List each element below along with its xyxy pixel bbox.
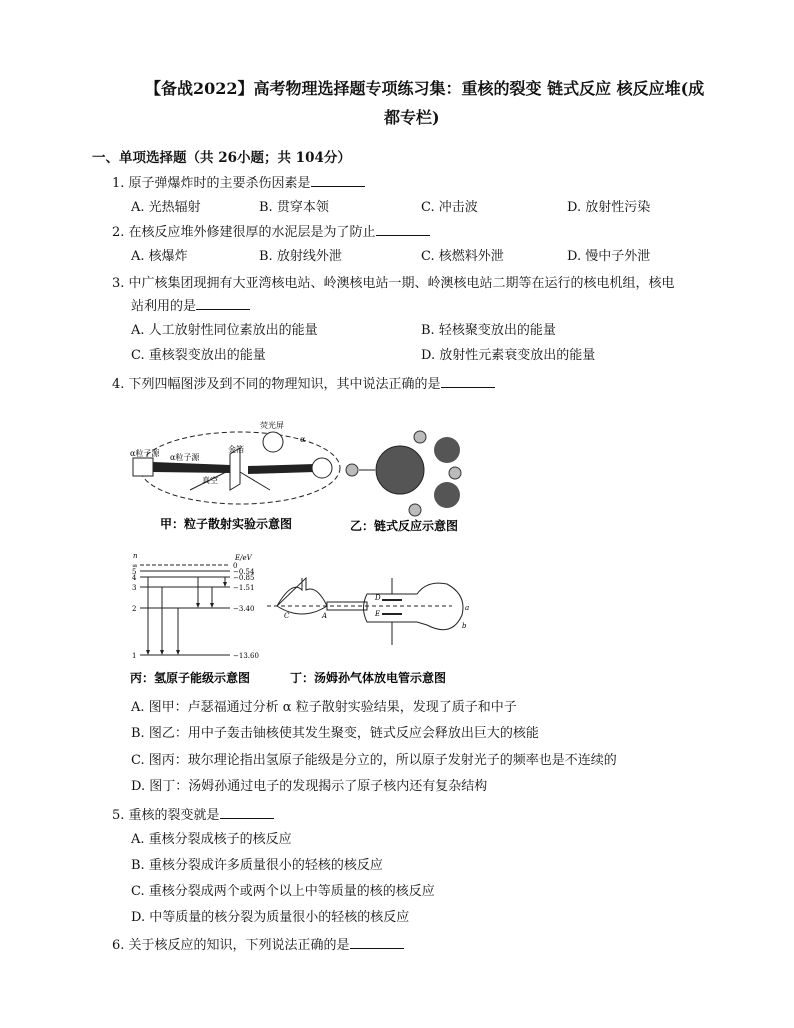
alpha-label: α xyxy=(300,435,306,444)
arrowhead xyxy=(160,650,164,655)
alpha-source-label: α粒子源 xyxy=(130,449,160,458)
option-c: C. 图丙：玻尔理论指出氢原子能级是分立的，所以原子发射光子的频率也是不连续的 xyxy=(131,753,617,768)
figure-chain-reaction xyxy=(345,425,475,535)
level-n: 2 xyxy=(132,605,137,613)
option-d: D. 中等质量的核分裂为质量很小的轻核的核反应 xyxy=(131,910,410,925)
n-axis-label: n xyxy=(133,552,138,560)
option-d: D. 放射性元素衰变放出的能量 xyxy=(421,348,596,363)
option-a: A. 核爆炸 xyxy=(131,249,188,264)
alpha-beam-label: α粒子源 xyxy=(170,453,200,462)
answer-blank xyxy=(196,297,250,310)
question-1 xyxy=(112,172,365,191)
level-energy: −3.40 xyxy=(233,605,255,613)
label-c: C xyxy=(284,612,290,620)
question-stem: 2. 在核反应堆外修建很厚的水泥层是为了防止 xyxy=(112,225,376,240)
option-b: B. 贯穿本领 xyxy=(259,200,329,215)
level-n: 3 xyxy=(132,584,137,592)
label-e: E xyxy=(375,610,381,618)
option-a: A. 光热辐射 xyxy=(131,200,201,215)
arrowhead xyxy=(210,603,214,608)
level-energy: −1.51 xyxy=(233,584,255,592)
question-stem: 6. 关于核反应的知识，下列说法正确的是 xyxy=(112,938,350,953)
option-b: B. 轻核聚变放出的能量 xyxy=(421,323,556,338)
answer-blank xyxy=(441,375,495,388)
option-c: C. 重核分裂成两个或两个以上中等质量的核的核反应 xyxy=(131,884,435,899)
question-2 xyxy=(112,221,430,240)
answer-blank xyxy=(220,806,274,819)
option-b: B. 放射线外泄 xyxy=(259,249,342,264)
screen-label: 荧光屏 xyxy=(260,421,284,430)
label-b: b xyxy=(462,622,467,630)
question-5 xyxy=(112,804,274,823)
doc-title-line1: 【备战2022】高考物理选择题专项练习集：重核的裂变 链式反应 核反应堆(成 xyxy=(145,79,705,98)
option-d: D. 放射性污染 xyxy=(567,200,651,215)
option-d: D. 慢中子外泄 xyxy=(567,249,651,264)
level-n: 4 xyxy=(132,574,137,582)
option-a: A. 重核分裂成核子的核反应 xyxy=(131,832,292,847)
figure-caption: 乙：链式反应示意图 xyxy=(350,519,459,533)
label-d: D xyxy=(375,594,381,602)
vacuum-label: 真空 xyxy=(202,476,218,485)
option-a: A. 人工放射性同位素放出的能量 xyxy=(131,323,318,338)
question-stem: 4. 下列四幅图涉及到不同的物理知识，其中说法正确的是 xyxy=(112,377,441,392)
question-3-cont xyxy=(131,295,250,314)
figure-caption: 甲：粒子散射实验示意图 xyxy=(160,517,293,531)
option-c: C. 核燃料外泄 xyxy=(421,249,504,264)
option-c: C. 重核裂变放出的能量 xyxy=(131,348,266,363)
arrowhead xyxy=(146,650,150,655)
arrowhead xyxy=(223,582,227,587)
arrowhead xyxy=(176,650,180,655)
figure-caption: 丙：氢原子能级示意图 xyxy=(130,671,251,685)
level-n: ∞ xyxy=(132,562,138,570)
question-6 xyxy=(112,934,404,953)
level-energy: −13.60 xyxy=(233,652,259,660)
arrowhead xyxy=(196,603,200,608)
figure-energy-levels xyxy=(130,550,270,688)
foil-label: 金箔 xyxy=(228,445,244,454)
figure-alpha-scattering xyxy=(130,420,345,535)
answer-blank xyxy=(350,936,404,949)
figure-caption: 丁：汤姆孙气体放电管示意图 xyxy=(290,671,447,685)
level-n: 5 xyxy=(132,568,137,576)
option-c: C. 冲击波 xyxy=(421,200,478,215)
question-3: 3. 中广核集团现拥有大亚湾核电站、岭澳核电站一期、岭澳核电站二期等在运行的核电机组，核电 xyxy=(112,276,675,291)
level-energy: −0.54 xyxy=(233,568,255,576)
option-b: B. 重核分裂成许多质量很小的轻核的核反应 xyxy=(131,858,383,873)
question-stem: 5. 重核的裂变就是 xyxy=(112,808,220,823)
level-n: 1 xyxy=(132,652,137,660)
answer-blank xyxy=(311,174,365,187)
option-a: A. 图甲：卢瑟福通过分析 α 粒子散射实验结果，发现了质子和中子 xyxy=(131,700,517,715)
question-stem: 1. 原子弹爆炸时的主要杀伤因素是 xyxy=(112,176,311,191)
doc-title-line2: 都专栏) xyxy=(384,108,440,127)
question-4 xyxy=(112,373,495,392)
option-b: B. 图乙：用中子轰击铀核使其发生聚变，链式反应会释放出巨大的核能 xyxy=(131,726,539,741)
label-a: A xyxy=(322,612,328,620)
answer-blank xyxy=(376,223,430,236)
label-a-small: a xyxy=(465,604,470,612)
figure-discharge-tube xyxy=(262,570,477,688)
level-energy: −0.85 xyxy=(233,574,255,582)
question-stem: 站利用的是 xyxy=(131,299,197,314)
section-heading: 一、单项选择题（共 26小题；共 104分） xyxy=(92,150,351,166)
option-d: D. 图丁：汤姆孙通过电子的发现揭示了原子核内还有复杂结构 xyxy=(131,779,488,794)
level-energy: 0 xyxy=(233,562,238,570)
energy-axis-label: E/eV xyxy=(235,554,252,562)
